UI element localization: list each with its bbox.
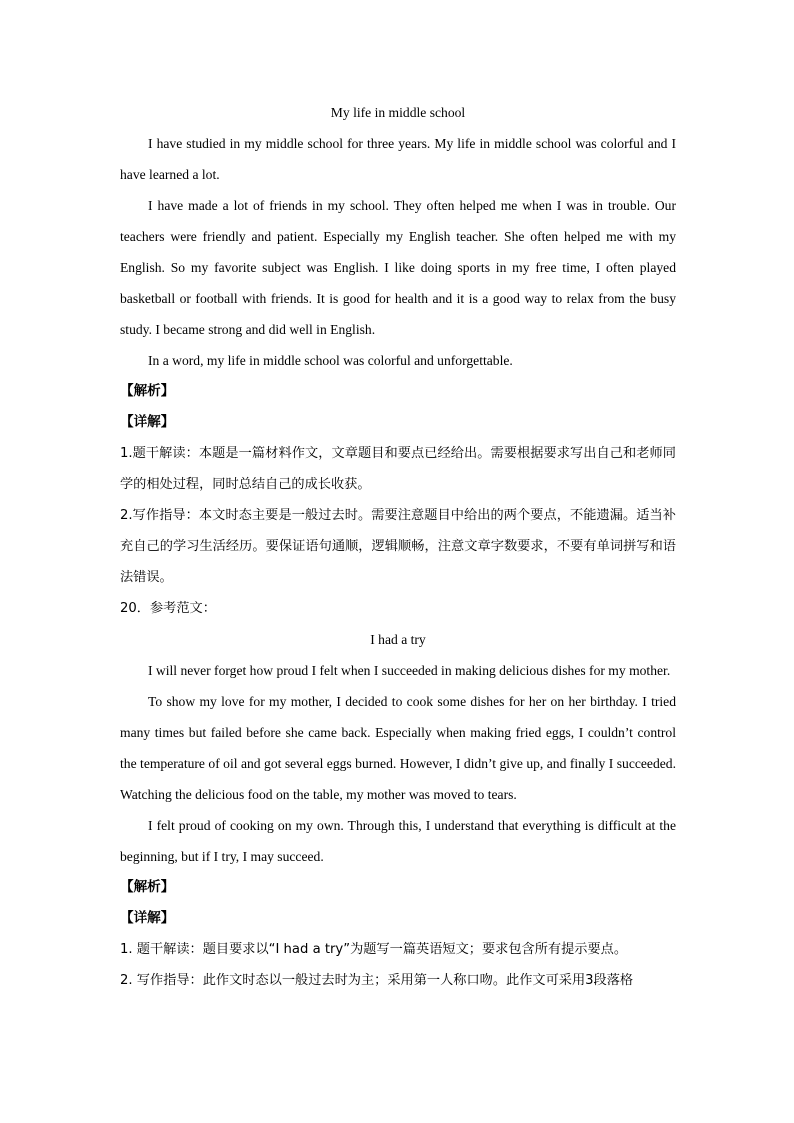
essay1-paragraph-2: I have made a lot of friends in my school. They often helped me when I was in trouble. Our teachers were friendly and patient. Especially my English teacher. She often helped me with my English. So my favorite subject was English. I like doing sports in my free time, I often played basketball or football with friends. It is good for health and it is a good way to relax from the busy study. I became strong and did well in English. bbox=[120, 198, 676, 337]
essay1-paragraph-3: In a word, my life in middle school was colorful and unforgettable. bbox=[148, 353, 513, 368]
document-content bbox=[120, 97, 676, 996]
essay2-paragraph-3: I felt proud of cooking on my own. Through this, I understand that everything is difficult at the beginning, but if I try, I may succeed. bbox=[120, 818, 676, 864]
detail-heading-2: 【详解】 bbox=[120, 910, 175, 926]
analysis-heading-1: 【解析】 bbox=[120, 383, 175, 399]
section1-point-2: 2.写作指导：本文时态主要是一般过去时。需要注意题目中给出的两个要点，不能遗漏。适当补充自己的学习生活经历。要保证语句通顺，逻辑顺畅，注意文章字数要求，不要有单词拼写和语法错误。 bbox=[120, 508, 676, 585]
essay1-title: My life in middle school bbox=[330, 105, 466, 120]
analysis-heading-2: 【解析】 bbox=[120, 879, 175, 895]
section2-point-1: 1. 题干解读：题目要求以“I had a try”为题写一篇英语短文；要求包含所有提示要点。 bbox=[120, 942, 628, 957]
essay2-title: I had a try bbox=[370, 632, 426, 647]
essay2-paragraph-1: I will never forget how proud I felt when I succeeded in making delicious dishes for my mother. bbox=[148, 663, 671, 678]
essay1-paragraph-1: I have studied in my middle school for three years. My life in middle school was colorful and I have learned a lot. bbox=[120, 136, 676, 182]
detail-heading-1: 【详解】 bbox=[120, 414, 175, 430]
question-20-label: 20．参考范文： bbox=[120, 601, 216, 616]
essay2-paragraph-2: To show my love for my mother, I decided to cook some dishes for her on her birthday. I tried many times but failed before she came back. Especially when making fried eggs, I couldn’t control the temperature of oil and got several eggs burned. However, I didn’t give up, and finally I succeeded. Watching the delicious food on the table, my mother was moved to tears. bbox=[120, 694, 676, 802]
section1-point-1: 1.题干解读：本题是一篇材料作文，文章题目和要点已经给出。需要根据要求写出自己和老师同学的相处过程，同时总结自己的成长收获。 bbox=[120, 446, 676, 492]
section2-point-2: 2. 写作指导：此作文时态以一般过去时为主；采用第一人称口吻。此作文可采用3段落格 bbox=[120, 973, 634, 988]
